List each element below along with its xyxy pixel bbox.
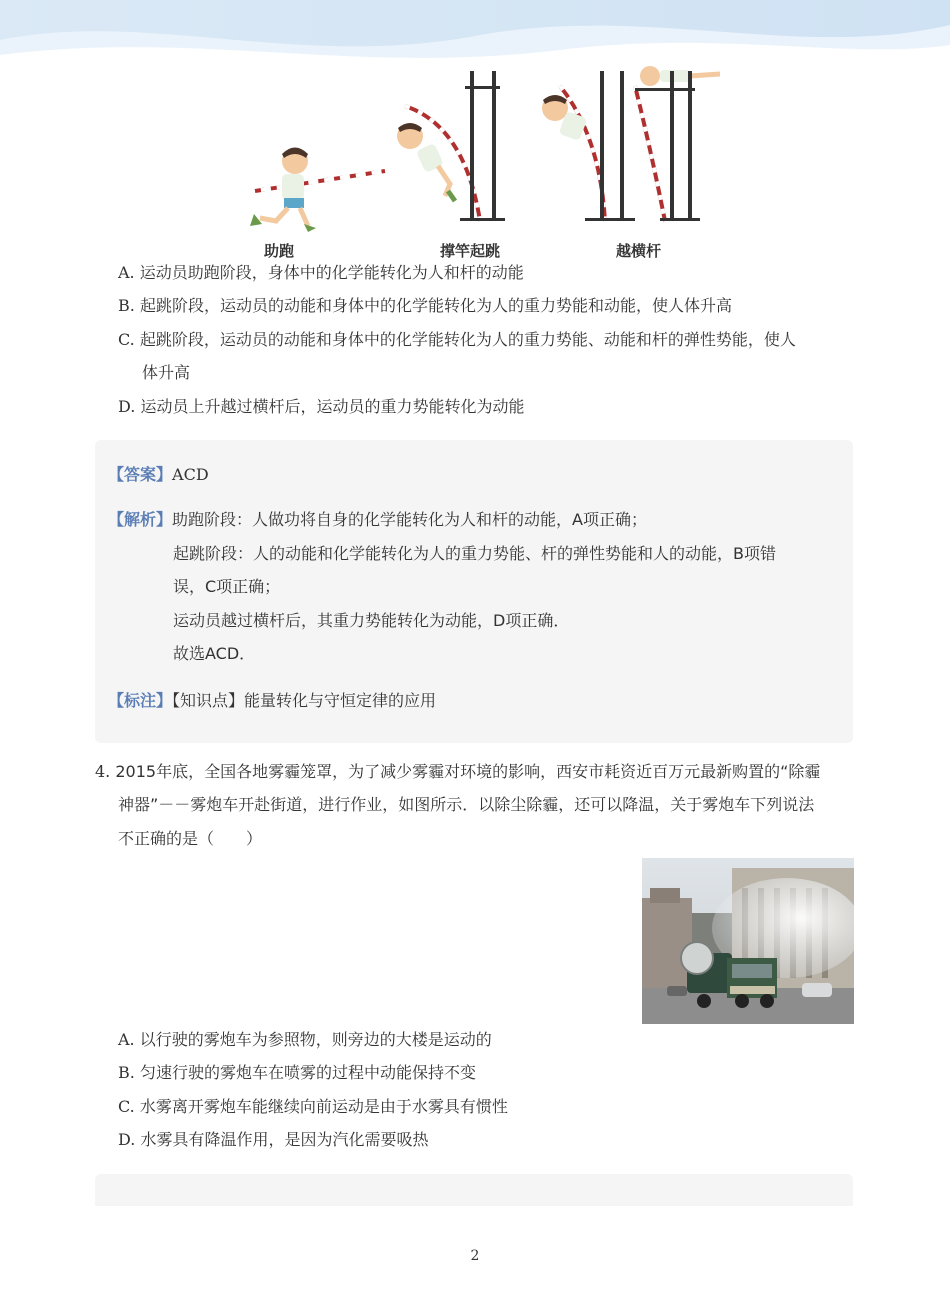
q3-option-a: A. 运动员助跑阶段，身体中的化学能转化为人和杆的动能 (118, 263, 524, 282)
analysis-line-2: 起跳阶段：人的动能和化学能转化为人的重力势能、杆的弹性势能和人的动能，B项错 (173, 544, 776, 563)
vaulter-crossbar-illustration (542, 66, 720, 221)
pole-vault-figure (240, 66, 730, 236)
q4-stem-line-2: 神器”－－雾炮车开赴街道，进行作业，如图所示．以除尘除霾，还可以降温，关于雾炮车下列说法 (118, 795, 815, 814)
header-wave-decoration (0, 0, 950, 70)
caption-takeoff: 撑竿起跳 (440, 242, 501, 260)
answer-row: 【答案】ACD (108, 465, 209, 484)
vaulter-takeoff-illustration (397, 71, 505, 221)
q3-option-d: D. 运动员上升越过横杆后，运动员的重力势能转化为动能 (118, 397, 525, 416)
analysis-row: 【解析】助跑阶段：人做功将自身的化学能转化为人和杆的动能，A项正确； (108, 510, 647, 529)
caption-crossbar: 越横杆 (616, 242, 662, 260)
q3-option-c-cont: 体升高 (142, 363, 191, 382)
runner-illustration (250, 148, 385, 233)
q3-option-b: B. 起跳阶段，运动员的动能和身体中的化学能转化为人的重力势能和动能，使人体升高 (118, 296, 732, 315)
analysis-line-3: 误，C项正确； (173, 577, 281, 596)
q3-option-c: C. 起跳阶段，运动员的动能和身体中的化学能转化为人的重力势能、动能和杆的弹性势能，使人 (118, 330, 796, 349)
analysis-line-5: 故选ACD． (173, 644, 256, 663)
q4-option-d: D. 水雾具有降温作用，是因为汽化需要吸热 (118, 1130, 429, 1149)
q4-option-b: B. 匀速行驶的雾炮车在喷雾的过程中动能保持不变 (118, 1063, 476, 1082)
q4-stem-line-3: 不正确的是（ ） (118, 829, 263, 848)
page-number: 2 (470, 1248, 480, 1264)
answer-box-next (95, 1174, 853, 1206)
analysis-line-4: 运动员越过横杆后，其重力势能转化为动能，D项正确． (173, 611, 570, 630)
note-row: 【标注】【知识点】能量转化与守恒定律的应用 (108, 691, 437, 710)
q4-option-c: C. 水雾离开雾炮车能继续向前运动是由于水雾具有惯性 (118, 1097, 508, 1116)
q4-option-a: A. 以行驶的雾炮车为参照物，则旁边的大楼是运动的 (118, 1030, 492, 1049)
caption-run-up: 助跑 (264, 242, 295, 260)
q4-stem-line-1: 4. 2015年底，全国各地雾霾笼罩，为了减少雾霾对环境的影响，西安市耗资近百万元最新购置的“除霾 (95, 762, 821, 781)
fog-cannon-truck-photo (642, 858, 854, 1024)
